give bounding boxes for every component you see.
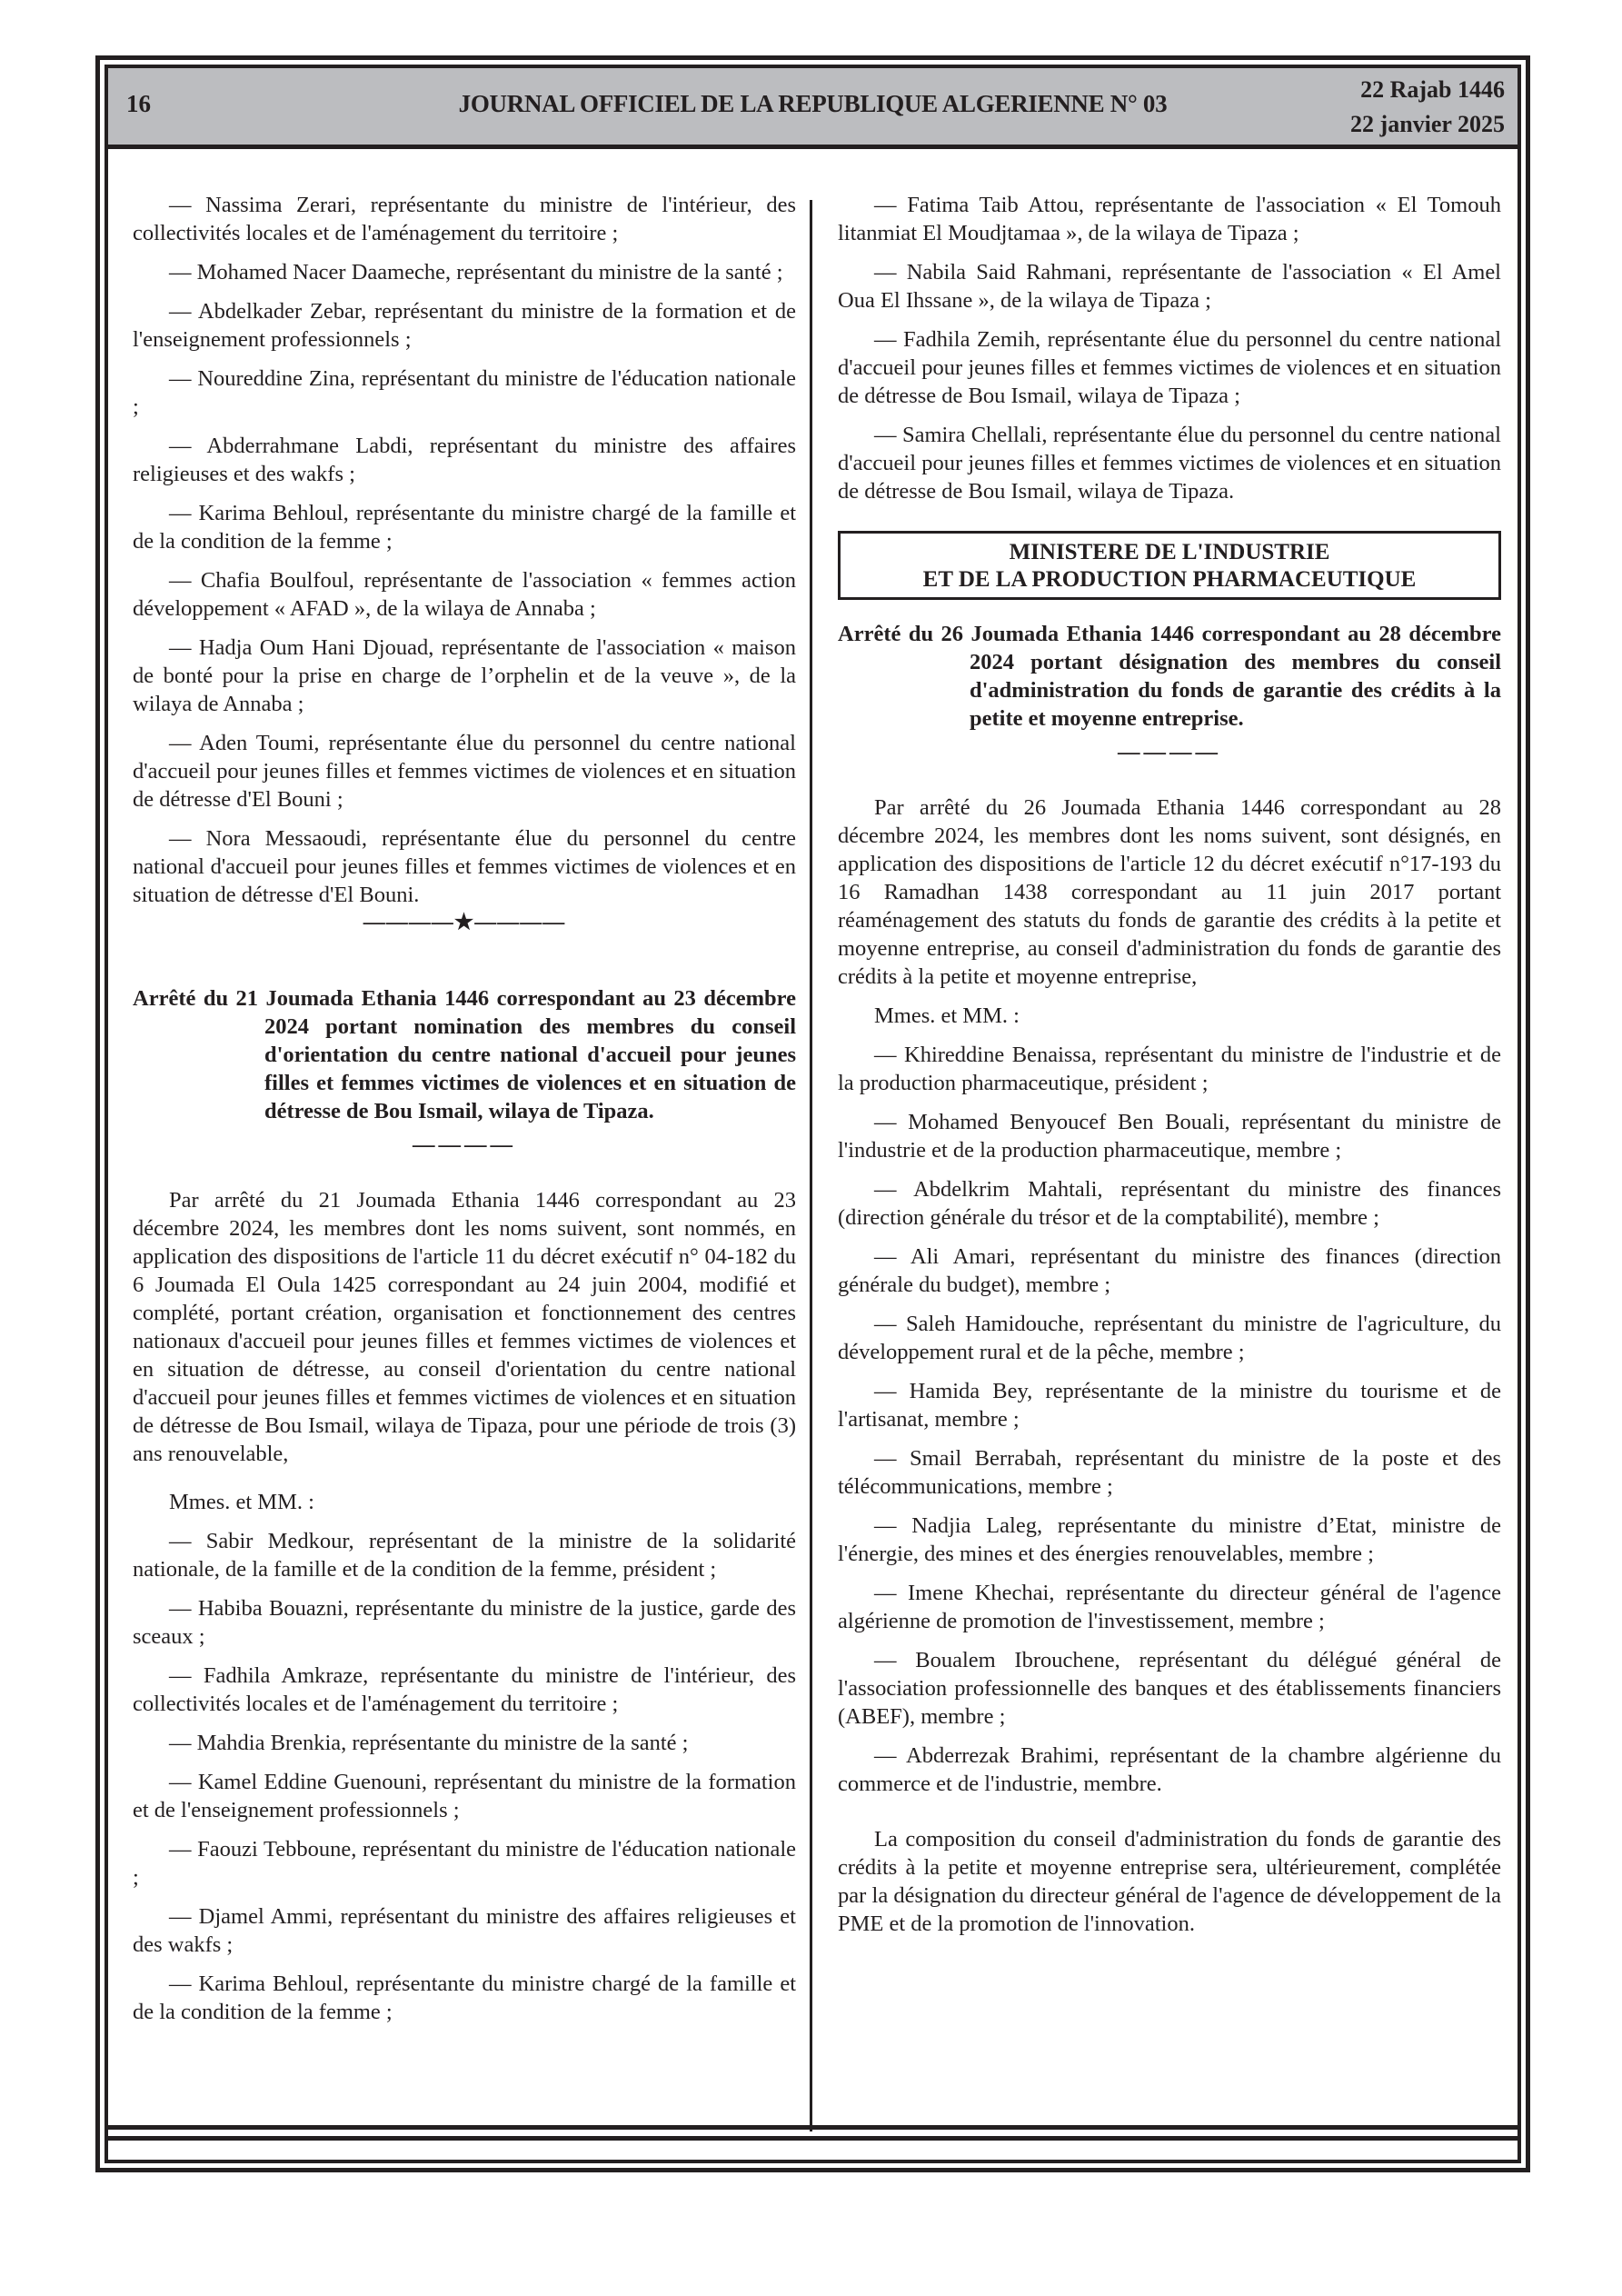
list-item: — Fatima Taib Attou, représentante de l'association « El Tomouh litanmiat El Moudjtamaa », de la wilaya de Tipaza ; [838,193,1501,245]
list-item: — Abdelkader Zebar, représentant du ministre de la formation et de l'enseignement professionnels ; [133,299,796,352]
arrete-intro: Par arrêté du 21 Joumada Ethania 1446 correspondant au 23 décembre 2024, les membres dont les noms suivent, sont nommés, en application des dispositions de l'article 11 du décret exécutif n° 04-182 du 6 Joumada El Oula 1425 correspondant au 24 juin 2004, modifié et complété, portant création, organisation et fonctionnement des centres nationaux d'accueil pour jeunes filles et femmes victimes de violences et en situation de détresse, au conseil d'orientation du centre national d'accueil pour jeunes filles et femmes victimes de violences et en situation de détresse de Bou Ismail, wilaya de Tipaza, pour une période de trois (3) ans renouvelable, [133,1188,796,1466]
list-item: — Nora Messaoudi, représentante élue du personnel du centre national d'accueil pour jeunes filles et femmes victimes de violences et en situation de détresse d'El Bouni. [133,826,796,907]
list-item: — Faouzi Tebboune, représentant du ministre de l'éducation nationale ; [133,1837,796,1890]
salutation: Mmes. et MM. : [874,1003,1020,1028]
date-hijri: 22 Rajab 1446 [1360,76,1505,103]
list-item: — Mahdia Brenkia, représentante du ministre de la santé ; [169,1731,689,1755]
salutation: Mmes. et MM. : [169,1490,314,1514]
list-item: — Fadhila Zemih, représentante élue du personnel du centre national d'accueil pour jeunes filles et femmes victimes de violences et en situation de détresse de Bou Ismail, wilaya de Tipaza ; [838,327,1501,408]
ministry-line-2: ET DE LA PRODUCTION PHARMACEUTIQUE [922,567,1417,592]
list-item: — Habiba Bouazni, représentante du ministre de la justice, garde des sceaux ; [133,1596,796,1649]
journal-header [108,68,1518,149]
arrete-title: Arrêté du 21 Joumada Ethania 1446 correspondant au 23 décembre 2024 portant nomination des membres du conseil d'orientation du centre national d'accueil pour jeunes filles et femmes victimes de violences et en situation de détresse de Bou Ismail, wilaya de Tipaza. [133,986,796,1123]
left-column [133,191,796,2037]
list-item: — Saleh Hamidouche, représentant du ministre de l'agriculture, du développement rural et de la pêche, membre ; [838,1312,1501,1364]
list-item: — Karima Behloul, représentante du ministre chargé de la famille et de la condition de la femme ; [133,1972,796,2024]
star-separator: ————★———— [363,911,566,934]
list-item: — Nadjia Laleg, représentante du ministre d’Etat, ministre de l'énergie, des mines et des énergies renouvelables, membre ; [838,1513,1501,1566]
arrete-intro: Par arrêté du 26 Joumada Ethania 1446 correspondant au 28 décembre 2024, les membres dont les noms suivent, sont désignés, en application des dispositions de l'article 12 du décret exécutif n°17-193 du 16 Ramadhan 1438 correspondant au 11 juin 2017 portant réaménagement des statuts du fonds de garantie des crédits à la petite et moyenne entreprise, au conseil d'administration du fonds de garantie des crédits à la petite et moyenne entreprise, [838,795,1501,989]
list-item: — Hamida Bey, représentante de la ministre du tourisme et de l'artisanat, membre ; [838,1379,1501,1432]
list-item: — Abderrezak Brahimi, représentant de la chambre algérienne du commerce et de l'industrie, membre. [838,1743,1501,1796]
list-item: — Karima Behloul, représentante du ministre chargé de la famille et de la condition de la femme ; [133,501,796,554]
arrete-title: Arrêté du 26 Joumada Ethania 1446 correspondant au 28 décembre 2024 portant désignation des membres du conseil d'administration du fonds de garantie des crédits à la petite et moyenne entreprise. [838,622,1501,731]
list-item: — Ali Amari, représentant du ministre des finances (direction générale du budget), membre ; [838,1244,1501,1297]
list-item: — Samira Chellali, représentante élue du personnel du centre national d'accueil pour jeunes filles et femmes victimes de violences et en situation de détresse de Bou Ismail, wilaya de Tipaza. [838,423,1501,504]
list-item: — Djamel Ammi, représentant du ministre des affaires religieuses et des wakfs ; [133,1904,796,1957]
column-divider [810,200,812,2131]
section-separator: ———— [413,1133,516,1157]
list-item: — Nabila Said Rahmani, représentante de l'association « El Amel Oua El Ihssane », de la wilaya de Tipaza ; [838,260,1501,313]
list-item: — Khireddine Benaissa, représentant du ministre de l'industrie et de la production pharmaceutique, président ; [838,1043,1501,1095]
list-item: — Hadja Oum Hani Djouad, représentante de l'association « maison de bonté pour la prise en charge de l’orphelin et de la veuve », de la wilaya de Annaba ; [133,635,796,716]
list-item: — Chafia Boulfoul, représentante de l'association « femmes action développement « AFAD », de la wilaya de Annaba ; [133,568,796,621]
closing-paragraph: La composition du conseil d'administration du fonds de garantie des crédits à la petite et moyenne entreprise sera, ultérieurement, complétée par la désignation du directeur général de l'agence de développement de la PME et de la promotion de l'innovation. [838,1827,1501,1936]
list-item: — Mohamed Nacer Daameche, représentant du ministre de la santé ; [169,260,783,285]
list-item: — Abderrahmane Labdi, représentant du ministre des affaires religieuses et des wakfs ; [133,434,796,486]
list-item: — Abdelkrim Mahtali, représentant du ministre des finances (direction générale du trésor et de la comptabilité), membre ; [838,1177,1501,1230]
bottom-rule-1 [108,2125,1518,2130]
ministry-heading [838,531,1501,600]
date-gregorian: 22 janvier 2025 [1350,111,1505,137]
list-item: — Boualem Ibrouchene, représentant du délégué général de l'association professionnelle des banques et des établissements financiers (ABEF), membre ; [838,1648,1501,1729]
list-item: — Nassima Zerari, représentante du ministre de l'intérieur, des collectivités locales et de l'aménagement du territoire ; [133,193,796,245]
issue-dates [1350,73,1505,142]
spacer [838,1809,1501,1825]
list-item: — Sabir Medkour, représentant de la ministre de la solidarité nationale, de la famille et de la condition de la femme, président ; [133,1529,796,1582]
section-separator: ———— [1118,740,1221,764]
list-item: — Imene Khechai, représentante du directeur général de l'agence algérienne de promotion de l'investissement, membre ; [838,1581,1501,1633]
bottom-rule-2 [108,2136,1518,2141]
right-column [838,191,1501,1949]
list-item: — Smail Berrabah, représentant du ministre de la poste et des télécommunications, membre ; [838,1446,1501,1499]
list-item: — Noureddine Zina, représentant du ministre de l'éducation nationale ; [133,366,796,419]
list-item: — Fadhila Amkraze, représentante du ministre de l'intérieur, des collectivités locales et de l'aménagement du territoire ; [133,1663,796,1716]
list-item: — Mohamed Benyoucef Ben Bouali, représentant du ministre de l'industrie et de la production pharmaceutique, membre ; [838,1110,1501,1163]
list-item: — Kamel Eddine Guenouni, représentant du ministre de la formation et de l'enseignement professionnels ; [133,1770,796,1822]
journal-title: JOURNAL OFFICIEL DE LA REPUBLIQUE ALGERIENNE N° 03 [458,90,1168,117]
ministry-line-1: MINISTERE DE L'INDUSTRIE [1009,540,1330,564]
page-number: 16 [126,90,151,117]
list-item: — Aden Toumi, représentante élue du personnel du centre national d'accueil pour jeunes filles et femmes victimes de violences et en situation de détresse d'El Bouni ; [133,731,796,812]
